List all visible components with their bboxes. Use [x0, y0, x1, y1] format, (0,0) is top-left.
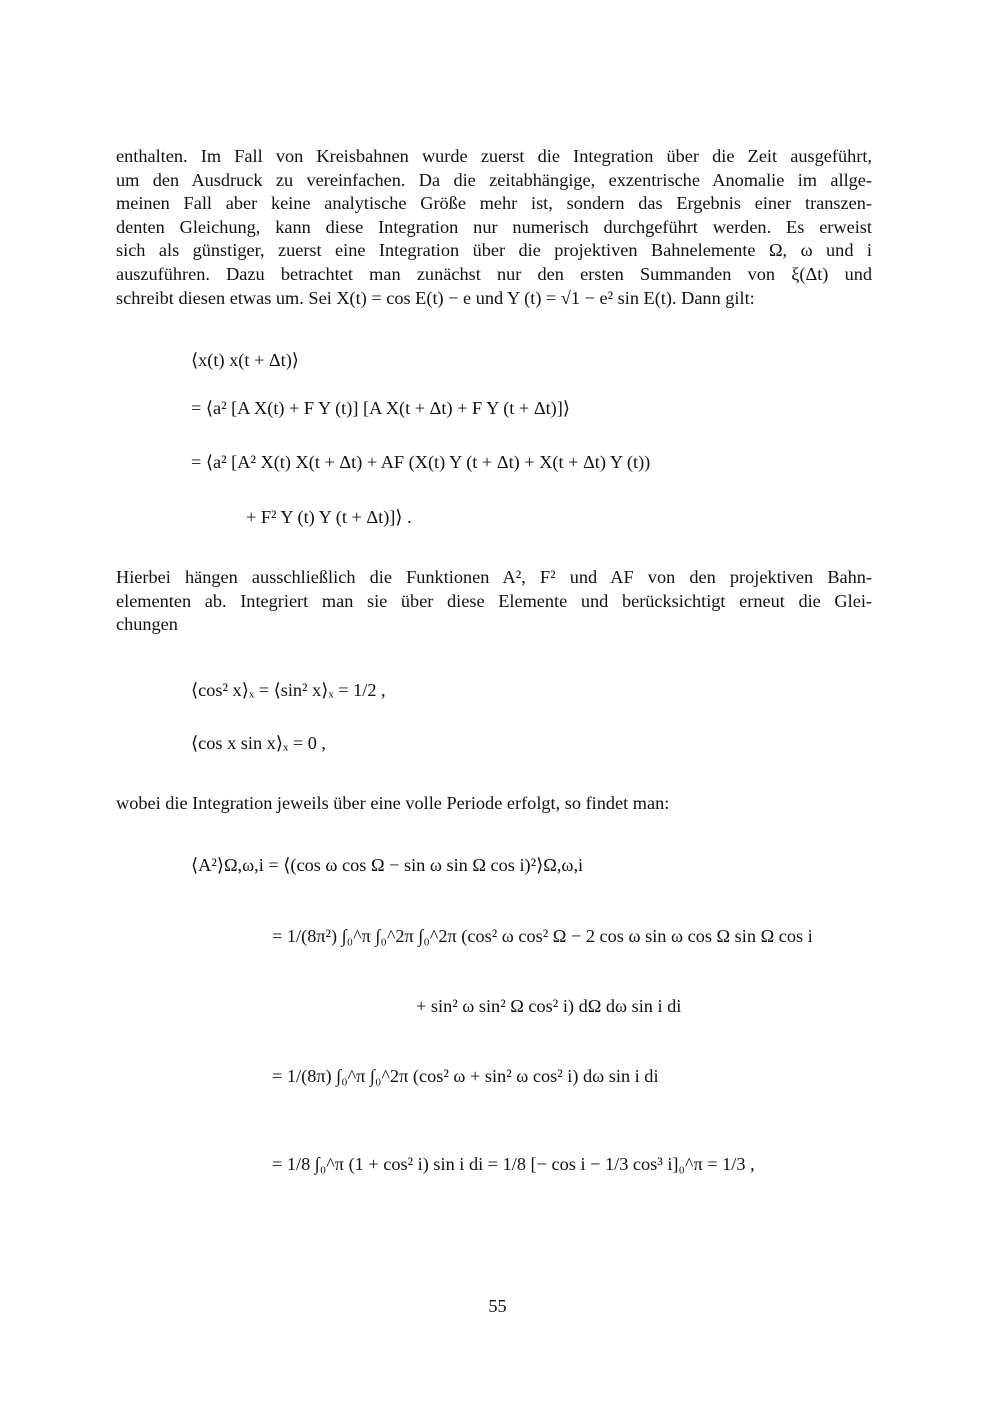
text-line: chungen	[116, 614, 178, 635]
equation-1-line-2: = ⟨a² [A X(t) + F Y (t)] [A X(t + Δt) + F Y (t + Δt)]⟩	[191, 398, 570, 418]
text-line: um den Ausdruck zu vereinfachen. Da die zeitabhängige, exzentrische Anomalie im allge-	[116, 169, 872, 190]
text-line: auszuführen. Dazu betrachtet man zunächst nur den ersten Summanden von ξ(Δt) und	[116, 263, 872, 284]
text-line: schreibt diesen etwas um. Sei X(t) = cos E(t) − e und Y (t) = √1 − e² sin E(t). Dann gilt:	[116, 287, 755, 308]
paragraph-3	[116, 792, 872, 816]
equation-3-line-2: = 1/(8π²) ∫₀^π ∫₀^2π ∫₀^2π (cos² ω cos² Ω − 2 cos ω sin ω cos Ω sin Ω cos i	[272, 926, 813, 946]
text-line: denten Gleichung, kann diese Integration nur numerisch durchgeführt werden. Es erweist	[116, 216, 872, 237]
equation-3-line-3: + sin² ω sin² Ω cos² i) dΩ dω sin i di	[416, 996, 682, 1016]
equation-2-line-1: ⟨cos² x⟩ₓ = ⟨sin² x⟩ₓ = 1/2 ,	[191, 680, 386, 700]
text-line: Hierbei hängen ausschließlich die Funktionen A², F² und AF von den projektiven Bahn-	[116, 567, 872, 587]
equation-3-line-5: = 1/8 ∫₀^π (1 + cos² i) sin i di = 1/8 [− cos i − 1/3 cos³ i]₀^π = 1/3 ,	[272, 1154, 755, 1174]
equation-1-line-4: + F² Y (t) Y (t + Δt)]⟩ .	[246, 507, 412, 527]
equation-3-line-1: ⟨A²⟩Ω,ω,i = ⟨(cos ω cos Ω − sin ω sin Ω cos i)²⟩Ω,ω,i	[191, 855, 584, 875]
text-line: sich als günstiger, zuerst eine Integration über die projektiven Bahnelemente Ω, ω und i	[116, 240, 872, 261]
paragraph-1	[116, 145, 872, 310]
page-number: 55	[488, 1296, 507, 1316]
text-line: enthalten. Im Fall von Kreisbahnen wurde zuerst die Integration über die Zeit ausgeführt,	[116, 146, 872, 166]
paragraph-2	[116, 566, 872, 637]
equation-3-line-4: = 1/(8π) ∫₀^π ∫₀^2π (cos² ω + sin² ω cos² i) dω sin i di	[272, 1066, 659, 1086]
text-line: elementen ab. Integriert man sie über diese Elemente und berücksichtigt erneut die Glei-	[116, 590, 872, 611]
text-line: wobei die Integration jeweils über eine volle Periode erfolgt, so findet man:	[116, 793, 670, 813]
text-line: meinen Fall aber keine analytische Größe mehr ist, sondern das Ergebnis einer transzen-	[116, 193, 872, 214]
equation-1-line-3: = ⟨a² [A² X(t) X(t + Δt) + AF (X(t) Y (t + Δt) + X(t + Δt) Y (t))	[191, 452, 651, 472]
equation-1-line-1: ⟨x(t) x(t + Δt)⟩	[191, 350, 299, 370]
equation-2-line-2: ⟨cos x sin x⟩ₓ = 0 ,	[191, 733, 326, 753]
